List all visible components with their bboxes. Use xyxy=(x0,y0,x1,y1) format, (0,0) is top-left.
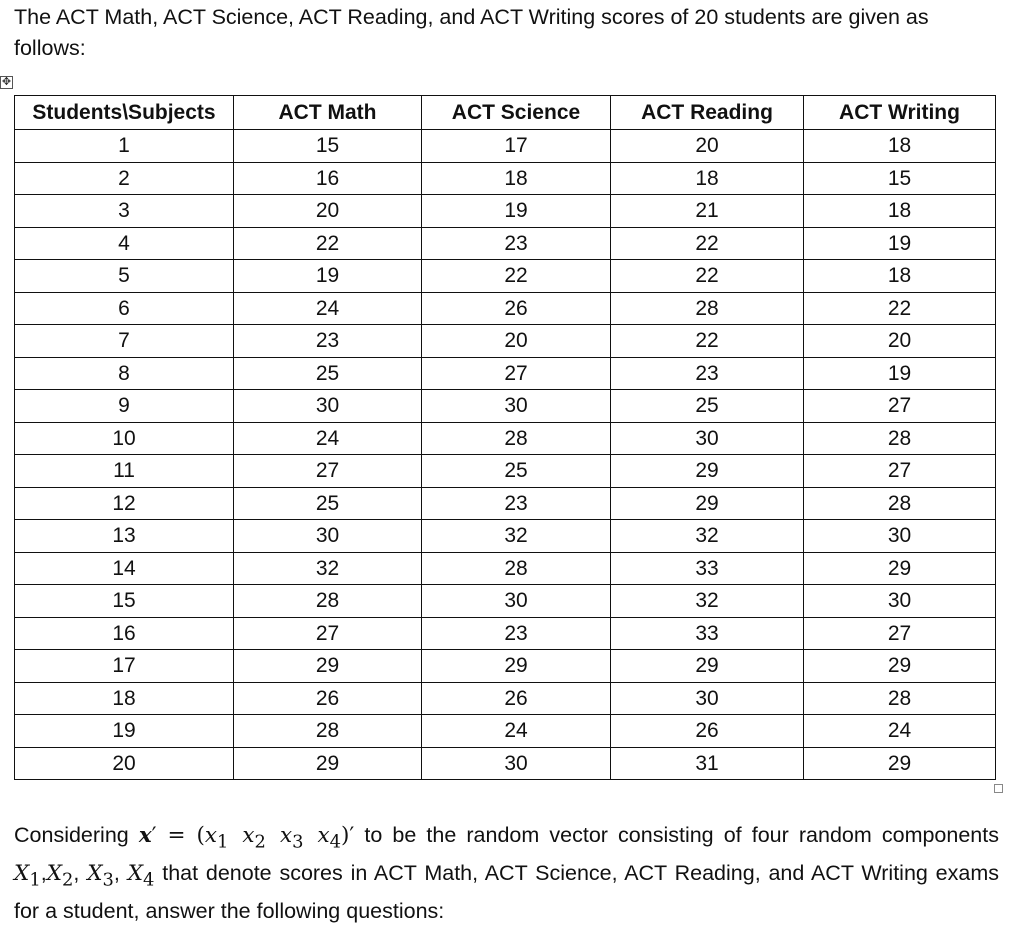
cell-act-writing: 29 xyxy=(804,650,996,683)
cell-act-science: 23 xyxy=(422,487,611,520)
X2-sub: 2 xyxy=(62,869,74,891)
X4-sub: 4 xyxy=(143,869,155,891)
cell-act-science: 30 xyxy=(422,747,611,780)
cell-act-writing: 27 xyxy=(804,390,996,423)
cell-act-science: 25 xyxy=(422,455,611,488)
cell-act-math: 28 xyxy=(234,715,422,748)
cell-act-reading: 23 xyxy=(611,357,804,390)
cell-act-science: 23 xyxy=(422,227,611,260)
X2-symbol: X xyxy=(46,860,63,886)
x4-sub: 4 xyxy=(329,831,342,853)
cell-student: 7 xyxy=(15,325,234,358)
header-act-reading: ACT Reading xyxy=(611,96,804,130)
cell-act-math: 32 xyxy=(234,552,422,585)
table-row xyxy=(15,715,996,748)
intro-text: The ACT Math, ACT Science, ACT Reading, and ACT Writing scores of 20 students are given as follows: xyxy=(14,5,929,60)
table-header-row xyxy=(15,96,996,130)
cell-act-writing: 24 xyxy=(804,715,996,748)
cell-act-reading: 29 xyxy=(611,650,804,683)
cell-act-science: 26 xyxy=(422,292,611,325)
cell-act-math: 19 xyxy=(234,260,422,293)
sep2: , xyxy=(73,860,88,885)
cell-act-writing: 30 xyxy=(804,520,996,553)
cell-act-writing: 15 xyxy=(804,162,996,195)
cell-act-reading: 31 xyxy=(611,747,804,780)
cell-act-math: 29 xyxy=(234,650,422,683)
cell-act-reading: 22 xyxy=(611,227,804,260)
cell-student: 10 xyxy=(15,422,234,455)
table-row xyxy=(15,682,996,715)
cell-act-math: 25 xyxy=(234,487,422,520)
cell-act-reading: 30 xyxy=(611,422,804,455)
table-row xyxy=(15,487,996,520)
cell-act-math: 22 xyxy=(234,227,422,260)
table-row xyxy=(15,422,996,455)
cell-student: 18 xyxy=(15,682,234,715)
X1-symbol: X xyxy=(14,860,30,886)
header-students: Students\Subjects xyxy=(15,96,234,130)
x1-symbol: x xyxy=(204,823,217,848)
sep3: , xyxy=(113,860,128,885)
cell-act-reading: 32 xyxy=(611,520,804,553)
vector-x: x xyxy=(138,823,152,848)
table-move-handle-icon[interactable]: ✥ xyxy=(1,76,12,88)
cell-act-reading: 21 xyxy=(611,195,804,228)
cell-act-reading: 30 xyxy=(611,682,804,715)
table-row xyxy=(15,162,996,195)
cell-act-science: 28 xyxy=(422,552,611,585)
cell-act-math: 27 xyxy=(234,617,422,650)
cell-act-science: 32 xyxy=(422,520,611,553)
outro-part3: that denote scores in ACT Math, ACT Science, ACT Reading, and ACT Writing exams for a student, answer the following questions: xyxy=(14,860,999,923)
cell-student: 3 xyxy=(15,195,234,228)
cell-act-math: 23 xyxy=(234,325,422,358)
outro-part1: Considering xyxy=(14,823,139,847)
cell-act-science: 19 xyxy=(422,195,611,228)
cell-act-reading: 33 xyxy=(611,552,804,585)
cell-act-science: 27 xyxy=(422,357,611,390)
table-row xyxy=(15,585,996,618)
cell-student: 5 xyxy=(15,260,234,293)
cell-act-reading: 25 xyxy=(611,390,804,423)
table-row xyxy=(15,357,996,390)
cell-act-reading: 26 xyxy=(611,715,804,748)
cell-act-writing: 28 xyxy=(804,422,996,455)
cell-act-reading: 22 xyxy=(611,260,804,293)
cell-act-science: 30 xyxy=(422,585,611,618)
cell-student: 8 xyxy=(15,357,234,390)
cell-act-math: 30 xyxy=(234,390,422,423)
table-row xyxy=(15,552,996,585)
table-row xyxy=(15,747,996,780)
table-row xyxy=(15,325,996,358)
table-row xyxy=(15,292,996,325)
table-row xyxy=(15,455,996,488)
x2-symbol: x xyxy=(242,823,255,848)
cell-student: 17 xyxy=(15,650,234,683)
cell-act-writing: 29 xyxy=(804,747,996,780)
cell-act-math: 30 xyxy=(234,520,422,553)
cell-act-science: 24 xyxy=(422,715,611,748)
cell-act-math: 25 xyxy=(234,357,422,390)
x3-sub: 3 xyxy=(292,831,304,853)
cell-act-writing: 18 xyxy=(804,130,996,163)
table-row xyxy=(15,390,996,423)
table-row xyxy=(15,227,996,260)
header-act-writing: ACT Writing xyxy=(804,96,996,130)
cell-act-writing: 30 xyxy=(804,585,996,618)
table-resize-handle-icon[interactable] xyxy=(994,784,1003,793)
X3-sub: 3 xyxy=(102,869,114,891)
x1-sub: 1 xyxy=(216,831,229,853)
cell-act-reading: 18 xyxy=(611,162,804,195)
X4-symbol: X xyxy=(127,860,144,886)
header-act-science: ACT Science xyxy=(422,96,611,130)
outro-part2: to be the random vector consisting of four random components xyxy=(354,823,999,847)
X3-symbol: X xyxy=(87,860,103,886)
cell-act-writing: 28 xyxy=(804,487,996,520)
cell-act-writing: 27 xyxy=(804,455,996,488)
cell-act-science: 28 xyxy=(422,422,611,455)
cell-act-science: 23 xyxy=(422,617,611,650)
cell-student: 6 xyxy=(15,292,234,325)
cell-act-science: 18 xyxy=(422,162,611,195)
cell-act-writing: 19 xyxy=(804,227,996,260)
cell-act-reading: 28 xyxy=(611,292,804,325)
cell-act-reading: 32 xyxy=(611,585,804,618)
cell-act-science: 22 xyxy=(422,260,611,293)
cell-act-writing: 20 xyxy=(804,325,996,358)
cell-act-math: 28 xyxy=(234,585,422,618)
cell-act-writing: 22 xyxy=(804,292,996,325)
cell-act-writing: 19 xyxy=(804,357,996,390)
cell-student: 4 xyxy=(15,227,234,260)
cell-act-science: 20 xyxy=(422,325,611,358)
table-row xyxy=(15,130,996,163)
cell-student: 15 xyxy=(15,585,234,618)
cell-act-math: 16 xyxy=(234,162,422,195)
cell-student: 2 xyxy=(15,162,234,195)
cell-act-reading: 33 xyxy=(611,617,804,650)
cell-act-writing: 27 xyxy=(804,617,996,650)
vector-eq: ′ = ( xyxy=(151,823,205,848)
cell-act-reading: 29 xyxy=(611,487,804,520)
cell-student: 20 xyxy=(15,747,234,780)
cell-student: 12 xyxy=(15,487,234,520)
cell-act-writing: 29 xyxy=(804,552,996,585)
cell-act-writing: 18 xyxy=(804,195,996,228)
cell-student: 14 xyxy=(15,552,234,585)
table-row xyxy=(15,617,996,650)
question-text xyxy=(14,820,999,927)
cell-student: 16 xyxy=(15,617,234,650)
cell-act-reading: 20 xyxy=(611,130,804,163)
cell-act-science: 29 xyxy=(422,650,611,683)
cell-act-math: 20 xyxy=(234,195,422,228)
cell-student: 1 xyxy=(15,130,234,163)
cell-act-math: 15 xyxy=(234,130,422,163)
header-act-math: ACT Math xyxy=(234,96,422,130)
scores-table xyxy=(14,95,996,780)
cell-student: 11 xyxy=(15,455,234,488)
cell-act-science: 17 xyxy=(422,130,611,163)
cell-student: 13 xyxy=(15,520,234,553)
x4-symbol: x xyxy=(317,823,330,848)
sep1: , xyxy=(40,860,47,885)
cell-act-writing: 18 xyxy=(804,260,996,293)
cell-act-science: 26 xyxy=(422,682,611,715)
cell-act-math: 27 xyxy=(234,455,422,488)
cell-act-math: 26 xyxy=(234,682,422,715)
cell-student: 9 xyxy=(15,390,234,423)
cell-act-science: 30 xyxy=(422,390,611,423)
cell-act-math: 29 xyxy=(234,747,422,780)
table-row xyxy=(15,650,996,683)
cell-student: 19 xyxy=(15,715,234,748)
cell-act-math: 24 xyxy=(234,422,422,455)
table-row xyxy=(15,520,996,553)
x3-symbol: x xyxy=(279,823,293,848)
cell-act-reading: 29 xyxy=(611,455,804,488)
X1-sub: 1 xyxy=(29,869,41,891)
x2-sub: 2 xyxy=(254,831,266,853)
vector-close: )′ xyxy=(341,823,355,848)
cell-act-reading: 22 xyxy=(611,325,804,358)
cell-act-math: 24 xyxy=(234,292,422,325)
table-row xyxy=(15,260,996,293)
table-row xyxy=(15,195,996,228)
cell-act-writing: 28 xyxy=(804,682,996,715)
